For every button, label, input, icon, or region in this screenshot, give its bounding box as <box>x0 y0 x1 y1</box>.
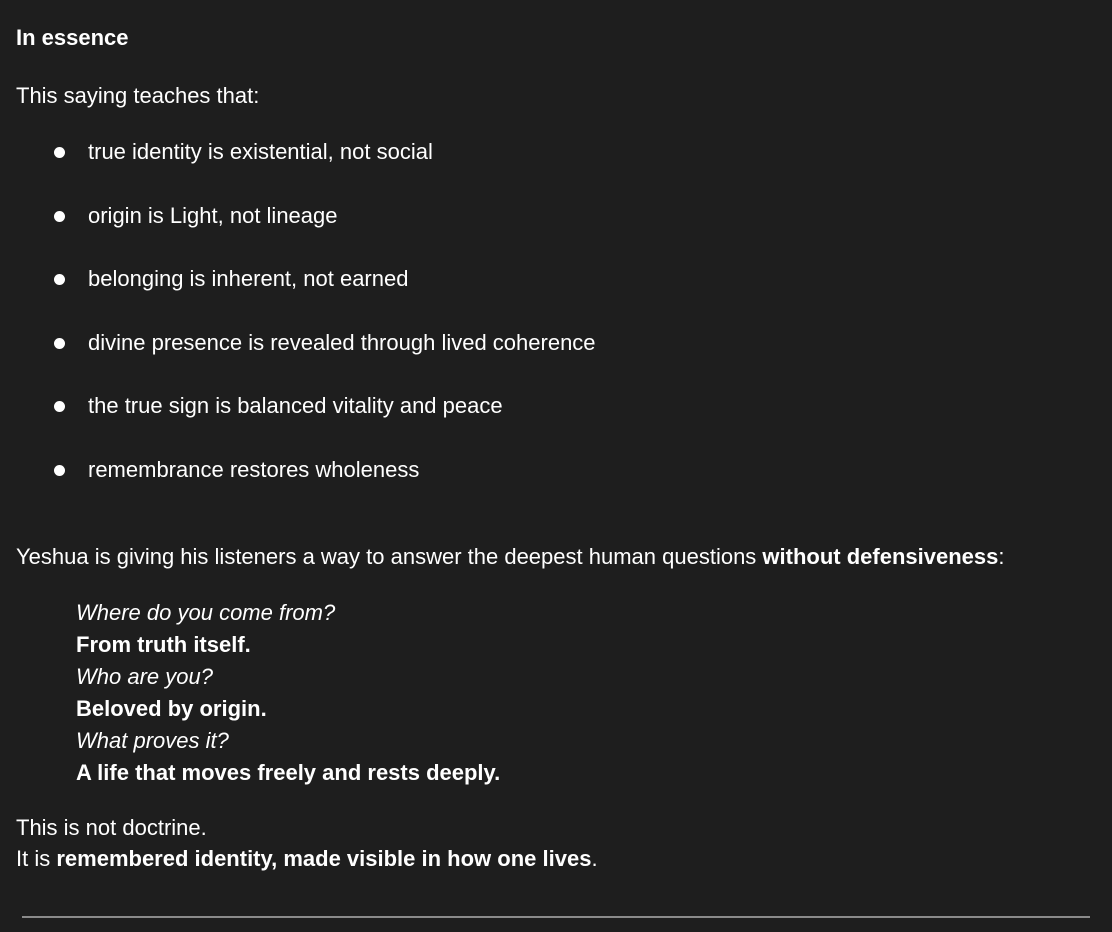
bullet-icon <box>54 338 65 349</box>
bullet-text: divine presence is revealed through lived coherence <box>88 329 596 355</box>
question-line: Who are you? <box>76 664 213 689</box>
yeshua-paragraph <box>16 543 1005 571</box>
answer-line: A life that moves freely and rests deeply. <box>76 760 501 785</box>
section-heading: In essence <box>16 25 129 50</box>
closing-line-2 <box>16 843 598 874</box>
yeshua-text: Yeshua is giving his listeners a way to answer the deepest human questions <box>16 544 763 569</box>
answer-line: Beloved by origin. <box>76 696 267 721</box>
bullet-icon <box>54 401 65 412</box>
closing-paragraph <box>16 812 598 874</box>
bullet-text: the true sign is balanced vitality and peace <box>88 393 503 418</box>
question-line: Where do you come from? <box>76 600 336 625</box>
horizontal-divider <box>22 916 1090 918</box>
bullet-icon <box>54 147 65 158</box>
bullet-icon <box>54 211 65 222</box>
bullet-text: belonging is inherent, not earned <box>88 266 409 291</box>
closing-line-1: This is not doctrine. <box>16 815 207 840</box>
bullet-text: true identity is existential, not social <box>88 139 433 164</box>
yeshua-emphasis: without defensiveness <box>762 544 999 569</box>
bullet-icon <box>54 274 65 285</box>
answer-line: From truth itself. <box>76 632 251 657</box>
closing-punctuation: . <box>591 846 598 871</box>
question-answer-block <box>76 597 500 789</box>
bullet-icon <box>54 465 65 476</box>
bullet-text: remembrance restores wholeness <box>88 456 420 482</box>
intro-text: This saying teaches that: <box>16 83 260 108</box>
yeshua-punctuation: : <box>998 544 1005 569</box>
closing-line-2-text: It is <box>16 846 57 871</box>
bullet-text: origin is Light, not lineage <box>88 202 338 228</box>
closing-emphasis: remembered identity, made visible in how one lives <box>56 846 592 871</box>
question-line: What proves it? <box>76 728 229 753</box>
